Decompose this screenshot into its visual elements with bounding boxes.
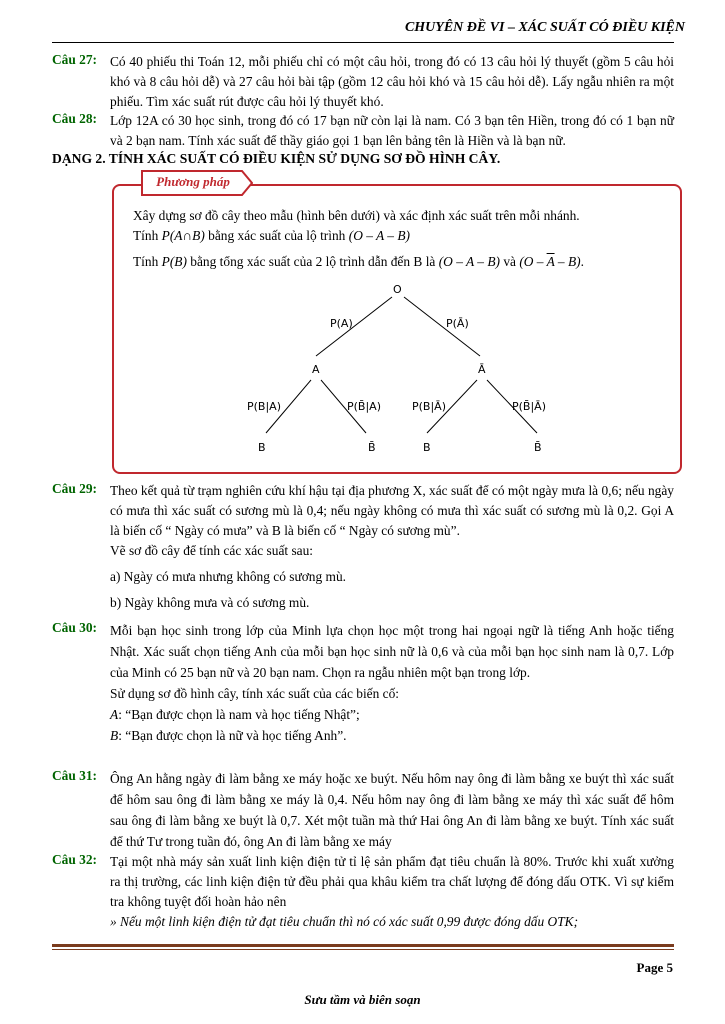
tree-label-pa: P(A) [330, 317, 353, 330]
math-route: (O – A – B) [348, 228, 410, 243]
question-label: Câu 32: [52, 852, 98, 867]
event-a [110, 704, 674, 725]
question-label: Câu 30: [52, 620, 98, 635]
text: bằng tổng xác suất của 2 lộ trình dẫn đến B là [190, 254, 436, 269]
method-tag-label: Phương pháp [156, 174, 230, 189]
text: bằng xác suất của lộ trình [208, 228, 346, 243]
question-text: Lớp 12A có 30 học sinh, trong đó có 17 bạn nữ còn lại là nam. Có 3 bạn tên Hiền, trong đó có 1 bạn nữ và 2 bạn nam. Tính xác suất để thầy giáo gọi 1 bạn lên bảng tên là Hiền và là bạn nữ. [110, 113, 674, 148]
question-bullet: » Nếu một linh kiện điện tử đạt tiêu chuẩn thì nó có xác suất 0,99 được đóng dấu OTK; [110, 914, 579, 929]
question-label: Câu 31: [52, 768, 98, 783]
subquestion-a: a) Ngày có mưa nhưng không có sương mù. [110, 569, 346, 584]
question-text: Sử dụng sơ đồ hình cây, tính xác suất của các biến cố: [110, 686, 400, 701]
probability-tree-diagram [180, 283, 620, 463]
math-expression: P(B) [161, 254, 187, 269]
question-text: Vẽ sơ đồ cây để tính các xác suất sau: [110, 543, 314, 558]
question-body [110, 620, 674, 746]
question-label: Câu 28: [52, 111, 98, 126]
tree-label-pba: P(B|A) [247, 400, 281, 413]
question-28 [52, 111, 674, 151]
footer-rule-thick [52, 944, 674, 947]
tree-leaf-1: B [258, 441, 266, 454]
question-text: Mỗi bạn học sinh trong lớp của Minh lựa chọn học một trong hai ngoại ngữ là tiếng Anh hoặc tiếng Nhật. Xác suất chọn tiếng Anh của mỗi bạn học sinh nữ là 0,6 và của mỗi bạn học sinh nam là 0,7. Lớp của Minh có 25 bạn nữ và 20 bạn nam. Chọn ra ngẫu nhiên một bạn trong lớp. [110, 623, 674, 680]
math-expression: P(A∩B) [161, 228, 205, 243]
event-var: A [110, 707, 119, 722]
question-text: Ông An hằng ngày đi làm bằng xe máy hoặc xe buýt. Nếu hôm nay ông đi làm bằng xe buýt thì xác suất để hôm sau ông đi làm bằng xe máy là 0,4. Nếu hôm nay ông đi làm bằng xe máy thì xác suất để hôm sau ông đi làm bằng xe buýt là 0,7. Xét một tuần mà thứ Hai ông An đi làm bằng xe buýt. Tính xác suất để thứ Tư trong tuần đó, ông An đi làm bằng xe máy [110, 771, 674, 849]
event-text: : “Bạn được chọn là nữ và học tiếng Anh”. [118, 728, 347, 743]
page-header-title: CHUYÊN ĐỀ VI – XÁC SUẤT CÓ ĐIỀU KIỆN [404, 20, 685, 35]
tree-node-abar: Ā [478, 363, 486, 376]
branch-o-a [316, 297, 392, 356]
event-var: B [110, 728, 119, 743]
event-b [110, 725, 674, 746]
method-line-3 [133, 252, 584, 272]
text: – B) [554, 254, 581, 269]
tree-leaf-3: B [423, 441, 431, 454]
question-text: Theo kết quả từ trạm nghiên cứu khí hậu tại địa phương X, xác suất để có một ngày mưa là 0,6; nếu ngày có mưa thì xác suất có sương mù là 0,4; nếu ngày không có mưa thì xác suất có sương mù là 0,2. Gọi A là biến cố “ Ngày có mưa” và B là biến cố “ Ngày có sương mù”. [110, 483, 674, 538]
tree-leaf-4: B̄ [534, 441, 542, 454]
question-label: Câu 29: [52, 481, 98, 496]
question-32 [52, 852, 674, 932]
tree-root: O [393, 283, 402, 296]
method-line-2 [133, 226, 410, 246]
math-route: (O – A – B) [438, 254, 500, 269]
question-30 [52, 620, 674, 746]
tree-label-pabar: P(Ā) [446, 317, 469, 330]
subquestion-b: b) Ngày không mưa và có sương mù. [110, 595, 310, 610]
tree-node-a: A [312, 363, 320, 376]
page-number: Page 5 [636, 960, 673, 975]
method-line-1: Xây dựng sơ đồ cây theo mẫu (hình bên dưới) và xác định xác suất trên mỗi nhánh. [133, 208, 580, 223]
tree-branches [180, 283, 620, 463]
footer-source: Sưu tầm và biên soạn [304, 992, 421, 1007]
text: và [503, 254, 516, 269]
text: Tính [133, 228, 159, 243]
question-27 [52, 52, 674, 112]
question-label: Câu 27: [52, 52, 98, 67]
question-29 [52, 481, 674, 613]
section-heading: DẠNG 2. TÍNH XÁC SUẤT CÓ ĐIỀU KIỆN SỬ DỤNG SƠ ĐỒ HÌNH CÂY. [52, 151, 501, 166]
question-31 [52, 768, 674, 852]
tree-label-pbbara: P(B̄|A) [347, 400, 381, 413]
question-body [110, 852, 674, 932]
tree-label-pbabar: P(B|Ā) [412, 400, 446, 413]
event-text: : “Bạn được chọn là nam và học tiếng Nhật”; [118, 707, 360, 722]
text: $\overline{A}$ [546, 254, 555, 269]
question-body [110, 481, 674, 613]
tree-leaf-2: B̄ [368, 441, 376, 454]
text: (O – [519, 254, 547, 269]
math-route [519, 254, 580, 269]
tree-label-pbbarabar: P(B̄|Ā) [512, 400, 546, 413]
header-rule [52, 42, 674, 43]
text: Tính [133, 254, 159, 269]
question-text: Tại một nhà máy sản xuất linh kiện điện tử tỉ lệ sản phẩm đạt tiêu chuẩn là 80%. Trước khi xuất xưởng ra thị trường, các linh kiện điện tử đều phải qua khâu kiểm tra chất lượng để đóng dấu OTK. Vì sự kiểm tra không tuyệt đối hoàn hảo nên [110, 854, 674, 909]
question-text: Có 40 phiếu thi Toán 12, mỗi phiếu chỉ có một câu hỏi, trong đó có 13 câu hỏi lý thuyết (gồm 5 câu hỏi khó và 8 câu hỏi dễ) và 27 câu hỏi bài tập (gồm 12 câu hỏi khó và 15 câu hỏi dễ). Lấy ngẫu nhiên ra một phiếu. Tìm xác suất rút được câu hỏi lý thuyết khó. [110, 54, 674, 109]
footer-rule-thin [52, 949, 674, 950]
text: . [580, 254, 584, 269]
